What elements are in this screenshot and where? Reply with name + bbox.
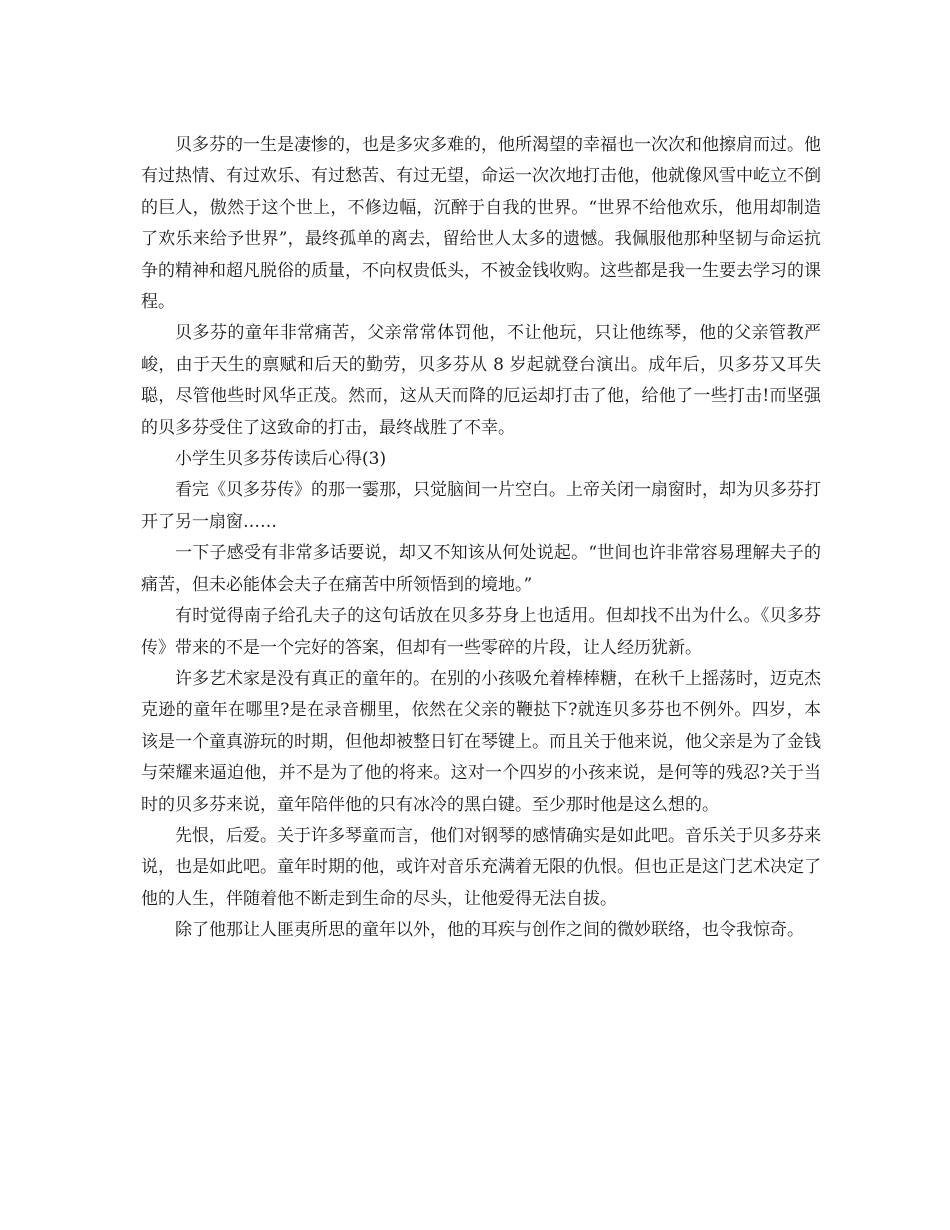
paragraph: 有时觉得南子给孔夫子的这句话放在贝多芬身上也适用。但却找不出为什么。《贝多芬传》带来的不是一个完好的答案，但却有一些零碎的片段，让人经历犹新。 <box>141 606 821 658</box>
paragraph: 一下子感受有非常多话要说，却又不知该从何处说起。“世间也许非常容易理解夫子的痛苦，但未必能体会夫子在痛苦中所领悟到的境地。” <box>141 543 821 595</box>
document-page <box>141 130 821 947</box>
paragraph: 看完《贝多芬传》的那一霎那，只觉脑间一片空白。上帝关闭一扇窗时，却为贝多芬打开了另一扇窗…… <box>141 480 821 532</box>
paragraph: 许多艺术家是没有真正的童年的。在别的小孩吸允着棒棒糖，在秋千上摇荡时，迈克杰克逊的童年在哪里?是在录音棚里，依然在父亲的鞭挞下?就连贝多芬也不例外。四岁，本该是一个童真游玩的时期，但他却被整日钉在琴键上。而且关于他来说，他父亲是为了金钱与荣耀来逼迫他，并不是为了他的将来。这对一个四岁的小孩来说，是何等的残忍?关于当时的贝多芬来说，童年陪伴他的只有冰冷的黑白键。至少那时他是这么想的。 <box>141 668 821 815</box>
paragraph: 除了他那让人匪夷所思的童年以外，他的耳疾与创作之间的微妙联络，也令我惊奇。 <box>175 920 804 941</box>
paragraph: 贝多芬的童年非常痛苦，父亲常常体罚他，不让他玩，只让他练琴，他的父亲管教严峻，由于天生的禀赋和后天的勤劳，贝多芬从 8 岁起就登台演出。成年后，贝多芬又耳失聪，尽管他些时风华正茂。然而，这从天而降的厄运却打击了他，给他了一些打击!而坚强的贝多芬受住了这致命的打击，最终战胜了不幸。 <box>141 323 821 438</box>
paragraph: 贝多芬的一生是凄惨的，也是多灾多难的，他所渴望的幸福也一次次和他擦肩而过。他有过热情、有过欢乐、有过愁苦、有过无望，命运一次次地打击他，他就像风雪中屹立不倒的巨人，傲然于这个世上，不修边幅，沉醉于自我的世界。“世界不给他欢乐，他用却制造了欢乐来给予世界”，最终孤单的离去，留给世人太多的遗憾。我佩服他那种坚韧与命运抗争的精神和超凡脱俗的质量，不向权贵低头，不被金钱收购。这些都是我一生要去学习的课程。 <box>141 135 821 313</box>
section-heading: 小学生贝多芬传读后心得(3) <box>175 449 387 470</box>
paragraph: 先恨，后爱。关于许多琴童而言，他们对钢琴的感情确实是如此吧。音乐关于贝多芬来说，也是如此吧。童年时期的他，或许对音乐充满着无限的仇恨。但也正是这门艺术决定了他的人生，伴随着他不断走到生命的尽头，让他爱得无法自拔。 <box>141 825 821 909</box>
